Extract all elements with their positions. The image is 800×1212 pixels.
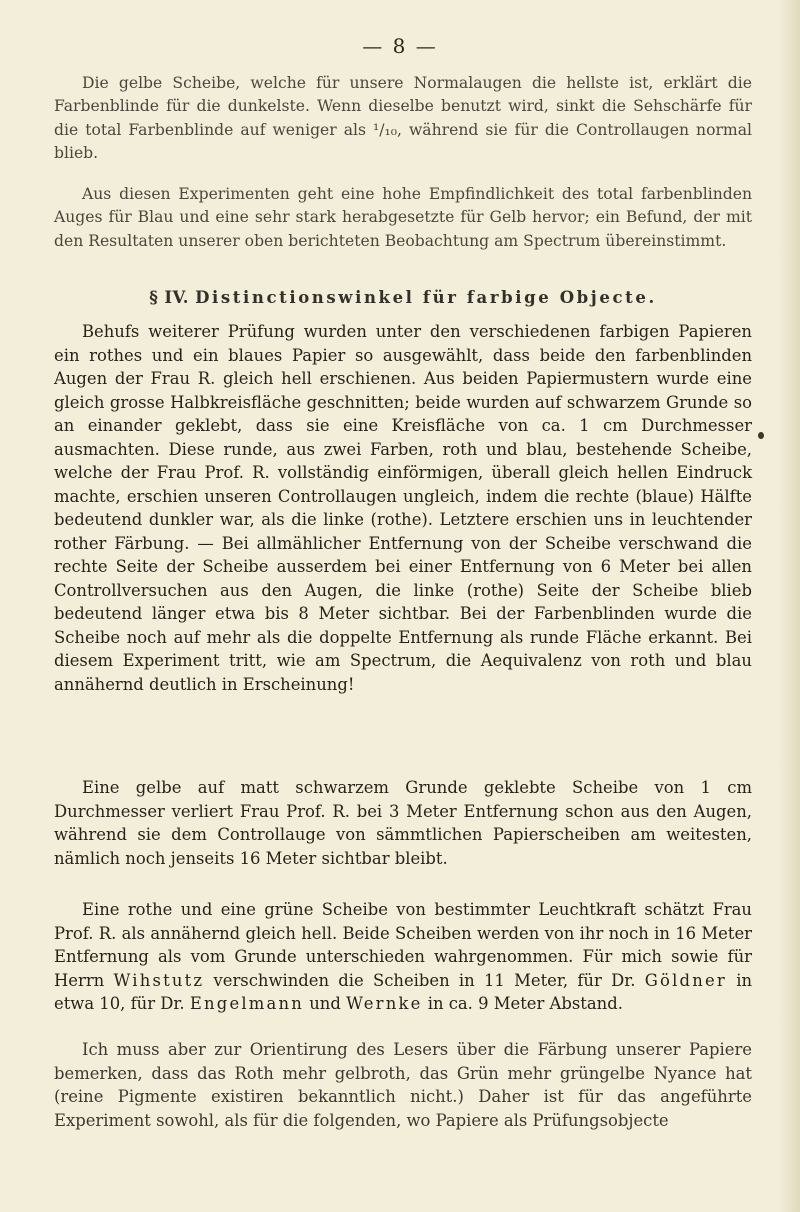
p5-text-b: verschwinden die Scheiben in 11 Meter, für Dr. (204, 970, 645, 990)
section-title: Distinctionswinkel für farbige Objecte. (195, 288, 657, 307)
section-number: § IV. (149, 288, 189, 307)
paragraph-red-green-disc (54, 898, 752, 1016)
paragraph-yellow-disc-distance: Eine gelbe auf matt schwarzem Grunde geklebte Scheibe von 1 cm Durchmesser verliert Frau Prof. R. bei 3 Meter Entfernung schon aus den Augen, während sie dem Controllauge von sämmtlichen Papierscheiben am weitesten, nämlich noch jenseits 16 Meter sichtbar bleibt. (54, 778, 752, 868)
section-heading (54, 288, 752, 307)
page-number: — 8 — (362, 34, 438, 58)
name-wihstutz: Wihstutz (113, 970, 205, 990)
name-engelmann: Engelmann (189, 994, 305, 1013)
name-goeldner: Göldner (644, 970, 727, 990)
paragraph-experiment-summary: Aus diesen Experimenten geht eine hohe Empfindlichkeit des total farbenblinden Auges für Blau und eine sehr stark herabgesetzte für Gelb hervor; ein Befund, der mit den Resultaten unserer oben berichteten Beobachtung am Spectrum übereinstimmt. (54, 185, 752, 250)
page-edge-shadow (778, 0, 800, 1212)
p5-text-a: Eine rothe und eine grüne Scheibe von bestimmter Leuchtkraft schätzt Frau Prof. R. als annähernd gleich hell. Beide Scheiben werden von ihr noch in 16 Meter Entfernung als vom Grunde unterschieden wahrgenommen. Für mich sowie für Herrn (54, 900, 752, 990)
p5-text-e: in ca. 9 Meter Abstand. (422, 994, 623, 1013)
ink-dot (758, 432, 764, 439)
p5-text-c: in etwa 10, für Dr. (54, 970, 753, 1013)
paragraph-red-blue-disc: Behufs weiterer Prüfung wurden unter den verschiedenen farbigen Papieren ein rothes und ein blaues Papier so ausgewählt, dass beide den farbenblinden Augen der Frau R. gleich hell erschienen. Aus beiden Papiermustern wurde eine gleich grosse Halbkreisfläche geschnitten; beide wurden auf schwarzem Grunde so an einander geklebt, dass sie eine Kreisfläche von ca. 1 cm Durchmesser ausmachten. Diese runde, aus zwei Farben, roth und blau, bestehende Scheibe, welche der Frau Prof. R. vollständig einförmigen, überall gleich hellen Eindruck machte, erschien unseren Controllaugen ungleich, indem die rechte (blaue) Hälfte bedeutend dunkler war, als die linke (rothe). Letztere erschien uns in leuchtender rother Färbung. — Bei allmählicher Entfernung von der Scheibe verschwand die rechte Seite der Scheibe ausserdem bei einer Entfernung von 6 Meter bei allen Controllversuchen aus den Augen, die linke (rothe) Seite der Scheibe blieb bedeutend länger etwa bis 8 Meter sichtbar. Bei der Farbenblinden wurde die Scheibe noch auf mehr als die doppelte Entfernung als runde Fläche erkannt. Bei diesem Experiment tritt, wie am Spectrum, die Aequivalenz von roth und blau annähernd deutlich in Erscheinung! (54, 322, 752, 694)
paragraph-paper-colors: Ich muss aber zur Orientirung des Lesers über die Färbung unserer Papiere bemerken, dass das Roth mehr gelbroth, das Grün mehr grüngelbe Nyance hat (reine Pigmente existiren bekanntlich nicht.) Daher ist für das angeführte Experiment sowohl, als für die folgenden, wo Papiere als Prüfungsobjecte (54, 1040, 752, 1130)
p5-text-d: und (304, 994, 347, 1013)
paragraph-yellow-disc: Die gelbe Scheibe, welche für unsere Normalaugen die hellste ist, erklärt die Farbenblinde für die dunkelste. Wenn dieselbe benutzt wird, sinkt die Sehschärfe für die total Farbenblinde auf weniger als ¹/₁₀, während sie für die Controllaugen normal blieb. (54, 74, 752, 163)
name-wernke: Wernke (346, 994, 423, 1013)
